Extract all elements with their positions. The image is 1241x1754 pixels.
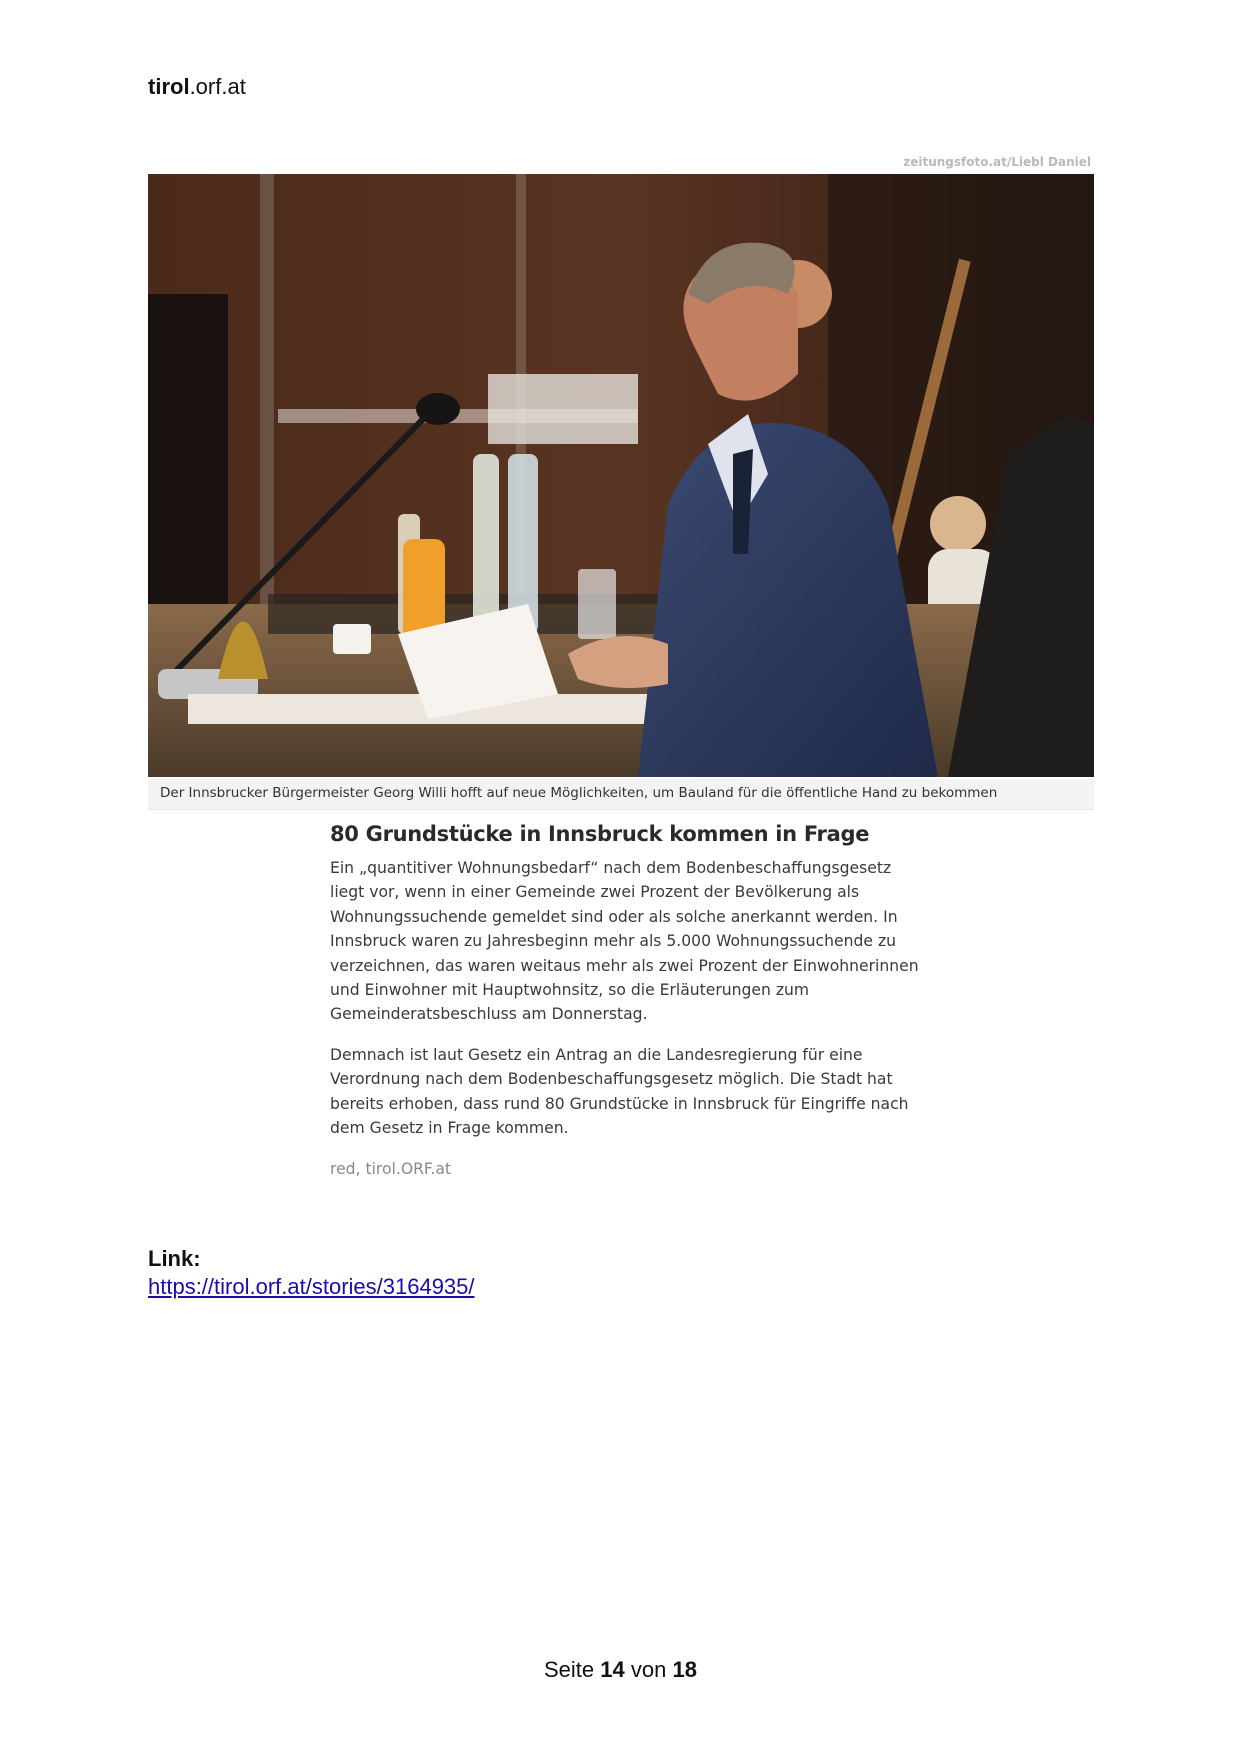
article-paragraph: Demnach ist laut Gesetz ein Antrag an die Landesregierung für eine Verordnung nach dem Bodenbeschaffungsgesetz möglich. Die Stadt hat bereits erhoben, dass rund 80 Grundstücke in Innsbruck für Eingriffe nach dem Gesetz in Frage kommen. bbox=[330, 1045, 909, 1138]
link-block bbox=[148, 1246, 475, 1300]
footer-page-number: 14 bbox=[600, 1657, 625, 1682]
site-name bbox=[148, 74, 246, 100]
article bbox=[330, 822, 930, 1178]
page-footer bbox=[0, 1657, 1241, 1683]
article-source: red, tirol.ORF.at bbox=[330, 1160, 452, 1179]
article-link[interactable]: https://tirol.orf.at/stories/3164935/ bbox=[148, 1274, 475, 1299]
photo-caption: Der Innsbrucker Bürgermeister Georg Willi hofft auf neue Möglichkeiten, um Bauland für die öffentliche Hand zu bekommen bbox=[160, 785, 998, 801]
footer-total-pages: 18 bbox=[672, 1657, 697, 1682]
photo-caption-bar bbox=[148, 779, 1094, 810]
footer-middle: von bbox=[630, 1657, 667, 1682]
article-photo bbox=[148, 174, 1094, 777]
site-name-bold: tirol bbox=[148, 74, 190, 99]
link-label: Link: bbox=[148, 1246, 201, 1271]
article-headline: 80 Grundstücke in Innsbruck kommen in Frage bbox=[330, 822, 870, 846]
footer-prefix: Seite bbox=[544, 1657, 595, 1682]
photo-credit: zeitungsfoto.at/Liebl Daniel bbox=[903, 155, 1091, 169]
article-paragraph: Ein „quantitiver Wohnungsbedarf“ nach dem Bodenbeschaffungsgesetz liegt vor, wenn in einer Gemeinde zwei Prozent der Bevölkerung als Wohnungssuchende gemeldet sind oder als solche anerkannt werden. In Innsbruck waren zu Jahresbeginn mehr als 5.000 Wohnungssuchende zu verzeichnen, das waren weitaus mehr als zwei Prozent der Einwohnerinnen und Einwohner mit Hauptwohnsitz, so die Erläuterungen zum Gemeinderatsbeschluss am Donnerstag. bbox=[330, 859, 919, 1024]
site-name-rest: .orf.at bbox=[189, 74, 246, 99]
